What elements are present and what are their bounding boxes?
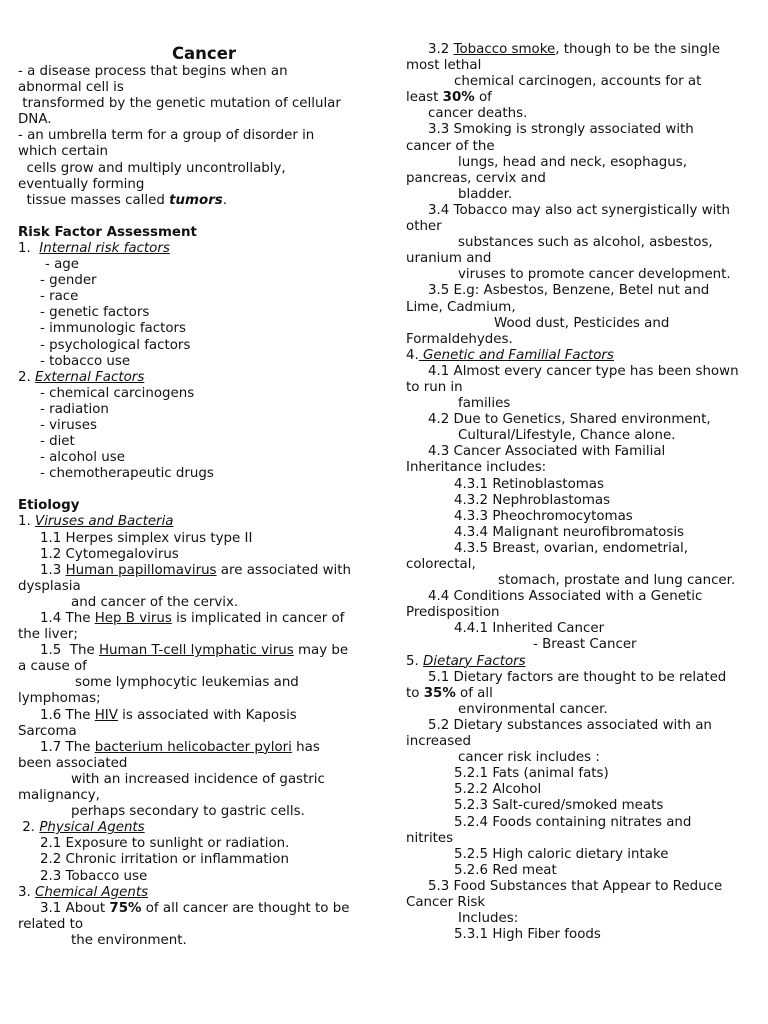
underlined-term: Human T-cell lymphatic virus: [98, 643, 294, 659]
text-line: eventually forming: [18, 176, 145, 192]
text-line: some lymphocytic leukemias and: [75, 675, 299, 691]
text-span: 3.2: [428, 42, 454, 57]
text-line: with an increased incidence of gastric: [71, 771, 325, 787]
list-item: 3.5 E.g: Asbestos, Benzene, Betel nut and: [428, 283, 710, 299]
list-item: - alcohol use: [40, 450, 125, 466]
physical-agents-header: [18, 820, 390, 836]
text-line: colorectal,: [406, 557, 476, 572]
text-line: Inheritance includes:: [406, 460, 547, 476]
text-line: environmental cancer.: [458, 701, 608, 717]
list-item: 1.2 Cytomegalovirus: [40, 546, 179, 562]
list-item: - race: [40, 289, 79, 305]
text-line: abnormal cell is: [18, 80, 124, 96]
list-item: [18, 643, 390, 659]
list-item: 2.3 Tobacco use: [40, 868, 148, 884]
list-item: 2.2 Chronic irritation or inflammation: [40, 852, 289, 868]
external-factors-label: External Factors: [35, 369, 145, 385]
text-span: may be: [293, 643, 349, 659]
list-item: - Breast Cancer: [533, 637, 637, 653]
text-span: least: [406, 90, 443, 106]
right-column: [406, 42, 756, 943]
text-span: to: [406, 685, 424, 701]
list-item: - age: [45, 257, 80, 273]
internal-risk-label: Internal risk factors: [39, 240, 170, 256]
text-line: transformed by the genetic mutation of cellular: [18, 96, 341, 112]
text-line: cancer deaths.: [428, 106, 528, 122]
list-number: 1.: [18, 240, 40, 256]
text-span: tissue masses called: [18, 192, 170, 208]
text-span: of: [474, 90, 492, 106]
text-line: pancreas, cervix and: [406, 170, 546, 186]
list-item: 4.3 Cancer Associated with Familial: [428, 444, 666, 460]
text-span: 1.5 The: [40, 643, 99, 659]
etiology-heading: Etiology: [18, 498, 80, 514]
list-item: [18, 708, 390, 724]
text-line: [18, 193, 390, 209]
physical-agents-label: Physical Agents: [39, 820, 145, 836]
text-span: , though to be the single: [555, 42, 721, 57]
viruses-bacteria-label: Viruses and Bacteria: [35, 514, 174, 530]
list-number: 1.: [18, 514, 36, 530]
list-item: - radiation: [40, 401, 109, 417]
list-item: - tobacco use: [40, 353, 131, 369]
text-span: 1.7 The: [40, 739, 95, 755]
list-item: - diet: [40, 434, 75, 450]
text-span: 1.3: [40, 562, 66, 578]
list-number: 4.: [406, 347, 419, 363]
text-line: lungs, head and neck, esophagus,: [458, 154, 687, 170]
list-item: 5.3 Food Substances that Appear to Reduce: [428, 878, 723, 894]
text-line: lymphomas;: [18, 691, 101, 707]
text-line: the liver;: [18, 627, 78, 643]
text-line: Cultural/Lifestyle, Chance alone.: [458, 428, 676, 444]
list-item: [18, 901, 390, 917]
list-item: 4.3.1 Retinoblastomas: [454, 476, 604, 492]
bold-figure: 30%: [442, 90, 475, 106]
risk-factor-heading: Risk Factor Assessment: [18, 224, 197, 240]
list-item: - viruses: [40, 417, 97, 433]
list-item: 4.3.5 Breast, ovarian, endometrial,: [454, 540, 689, 556]
text-line: Includes:: [458, 911, 519, 927]
tumors-term: tumors: [169, 192, 223, 208]
text-line: the environment.: [71, 932, 187, 948]
text-span: of all cancer are thought to be: [141, 900, 350, 916]
list-item: 4.2 Due to Genetics, Shared environment,: [428, 412, 711, 428]
text-span: .: [222, 192, 228, 208]
external-factors-header: [18, 370, 390, 386]
text-span: is implicated in cancer of: [171, 611, 345, 626]
underlined-term: Human papillomavirus: [65, 562, 217, 578]
list-item: 1.1 Herpes simplex virus type II: [40, 530, 253, 546]
list-item: 5.2.4 Foods containing nitrates and: [454, 814, 692, 830]
list-number: 2.: [18, 369, 36, 385]
definition-2: [18, 128, 390, 208]
list-item: [406, 42, 756, 58]
text-line: stomach, prostate and lung cancer.: [498, 573, 736, 589]
text-line: families: [458, 396, 511, 412]
text-line: - a disease process that begins when an: [18, 64, 288, 79]
text-line: [406, 90, 756, 106]
chemical-agents-header: [18, 885, 390, 901]
text-line: which certain: [18, 144, 109, 160]
text-line: dysplasia: [18, 578, 81, 594]
dietary-factors-label: Dietary Factors: [423, 653, 526, 669]
text-line: [406, 686, 756, 702]
text-line: cancer of the: [406, 138, 495, 154]
list-number: 5.: [406, 653, 424, 669]
text-line: to run in: [406, 379, 463, 395]
underlined-term: Hep B virus: [94, 611, 172, 626]
text-line: cells grow and multiply uncontrollably,: [18, 160, 286, 176]
list-item: 4.4.1 Inherited Cancer: [454, 621, 605, 637]
list-item: 4.3.2 Nephroblastomas: [454, 492, 611, 508]
text-span: has: [291, 739, 320, 755]
definition-1: [18, 64, 390, 128]
list-item: - chemotherapeutic drugs: [40, 466, 214, 482]
list-item: 3.4 Tobacco may also act synergistically with: [428, 202, 731, 218]
internal-risk-header: [18, 241, 390, 257]
list-item: 5.2.5 High caloric dietary intake: [454, 846, 669, 862]
text-line: Wood dust, Pesticides and: [494, 315, 670, 331]
list-item: - gender: [40, 273, 97, 289]
list-item: - psychological factors: [40, 337, 191, 353]
list-number: 2.: [18, 820, 40, 836]
left-column: [18, 44, 390, 949]
genetic-factors-label: Genetic and Familial Factors: [418, 347, 614, 363]
text-line: bladder.: [458, 186, 513, 202]
list-item: [18, 740, 390, 756]
text-span: 1.4 The: [40, 611, 95, 626]
text-line: been associated: [18, 755, 128, 771]
text-line: and cancer of the cervix.: [71, 594, 239, 610]
list-item: - immunologic factors: [40, 321, 187, 337]
list-number: 3.: [18, 884, 36, 900]
list-item: 5.2.3 Salt-cured/smoked meats: [454, 798, 664, 814]
text-line: chemical carcinogen, accounts for at: [454, 74, 702, 90]
list-item: 4.4 Conditions Associated with a Genetic: [428, 589, 703, 605]
text-line: nitrites: [406, 830, 454, 846]
genetic-factors-header: [406, 348, 756, 364]
text-line: perhaps secondary to gastric cells.: [71, 804, 305, 820]
text-line: DNA.: [18, 112, 52, 128]
text-line: related to: [18, 916, 84, 932]
text-line: cancer risk includes :: [458, 750, 600, 766]
list-item: - genetic factors: [40, 305, 150, 321]
list-item: 3.3 Smoking is strongly associated with: [428, 122, 694, 138]
list-item: 4.3.3 Pheochromocytomas: [454, 508, 633, 524]
list-item: 5.2.1 Fats (animal fats): [454, 766, 609, 782]
bold-figure: 35%: [423, 685, 456, 701]
text-line: other: [406, 219, 442, 235]
list-item: 5.1 Dietary factors are thought to be related: [428, 669, 727, 685]
underlined-term: bacterium helicobacter pylori: [94, 739, 292, 755]
text-line: increased: [406, 734, 471, 750]
text-line: Formaldehydes.: [406, 331, 513, 347]
list-item: 5.2 Dietary substances associated with an: [428, 717, 712, 733]
text-span: are associated with: [216, 562, 352, 578]
page-title: Cancer: [171, 44, 237, 63]
text-span: 1.6 The: [40, 707, 95, 723]
text-line: Cancer Risk: [406, 894, 486, 910]
text-line: - an umbrella term for a group of disorder in: [18, 128, 315, 144]
text-line: a cause of: [18, 659, 87, 675]
list-item: - chemical carcinogens: [40, 385, 195, 401]
chemical-agents-label: Chemical Agents: [35, 884, 149, 900]
list-item: 5.3.1 High Fiber foods: [454, 927, 601, 943]
text-line: substances such as alcohol, asbestos,: [458, 235, 713, 251]
list-item: 5.2.2 Alcohol: [454, 782, 542, 798]
text-line: malignancy,: [18, 788, 100, 804]
text-line: uranium and: [406, 251, 492, 267]
text-line: Predisposition: [406, 605, 500, 621]
text-line: Sarcoma: [18, 723, 77, 739]
viruses-bacteria-header: [18, 514, 390, 530]
dietary-factors-header: [406, 654, 756, 670]
underlined-term: Tobacco smoke: [453, 42, 556, 57]
bold-figure: 75%: [109, 900, 142, 916]
list-item: [18, 611, 390, 627]
list-item: 4.1 Almost every cancer type has been shown: [428, 363, 739, 379]
list-item: 5.2.6 Red meat: [454, 862, 557, 878]
text-span: is associated with Kaposis: [117, 707, 297, 723]
list-item: 4.3.4 Malignant neurofibromatosis: [454, 524, 685, 540]
underlined-term: HIV: [94, 707, 118, 723]
list-item: 2.1 Exposure to sunlight or radiation.: [40, 836, 290, 852]
text-span: 3.1 About: [40, 900, 110, 916]
list-item: [18, 563, 390, 579]
text-line: most lethal: [406, 58, 482, 74]
text-line: viruses to promote cancer development.: [458, 267, 731, 283]
text-line: Lime, Cadmium,: [406, 299, 516, 315]
text-span: of all: [455, 685, 493, 701]
